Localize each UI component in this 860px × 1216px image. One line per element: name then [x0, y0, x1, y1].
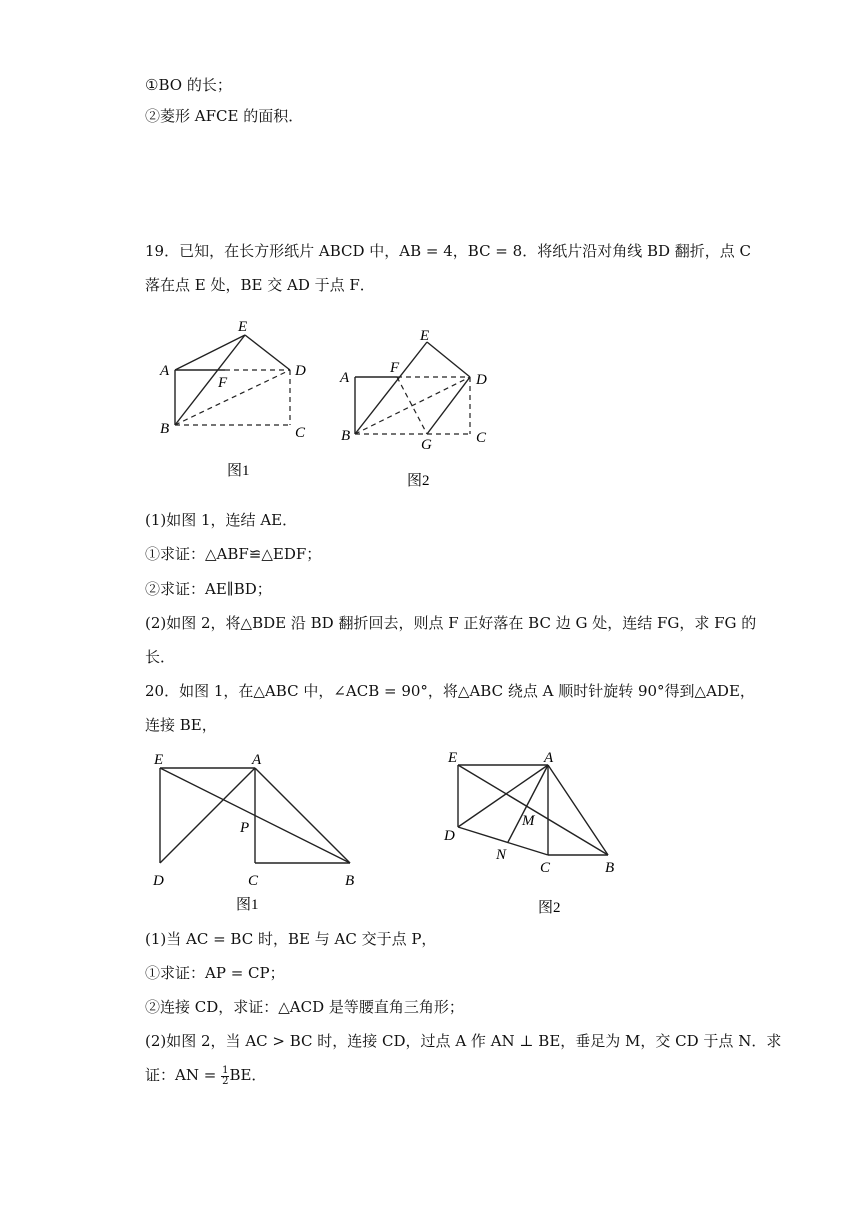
q20-fig2-label-b: B [605, 860, 615, 876]
fig1-label-c: C [295, 425, 306, 441]
q20-fig1-label-b: B [345, 873, 355, 889]
q20-fig2-label-n: N [496, 847, 507, 863]
fig1-label-e: E [238, 319, 248, 335]
fig2-label-d: D [476, 372, 487, 388]
q20-line-1: 20．如图 1，在△ABC 中，∠ACB = 90°，将△ABC 绕点 A 顺时针旋转 90°得到△ADE， [145, 682, 755, 700]
fraction-denominator: 2 [222, 1075, 229, 1087]
q19-figure-1 [150, 315, 320, 485]
prev-item-2: ②菱形 AFCE 的面积． [145, 107, 304, 125]
q19-line-2: 落在点 E 处，BE 交 AD 于点 F． [145, 276, 375, 294]
q20-fig2-label-e: E [448, 750, 458, 766]
q19-line-1: 19．已知，在长方形纸片 ABCD 中，AB = 4，BC = 8．将纸片沿对角线 BD 翻折，点 C [145, 242, 752, 260]
fig2-label-a: A [340, 370, 350, 386]
fig1-label-d: D [295, 363, 306, 379]
q19-part-2-line-2: 长． [145, 648, 176, 666]
q20-figure-1 [150, 748, 370, 918]
q20-line-2: 连接 BE， [145, 716, 217, 734]
fig2-label-e: E [420, 328, 430, 344]
q19-part-1: (1)如图 1，连结 AE． [145, 511, 298, 529]
fig2-label-c: C [476, 430, 487, 446]
q20-part-1a: ①求证：AP = CP； [145, 964, 285, 982]
fig1-label-b: B [160, 421, 170, 437]
q20-figure-2 [440, 745, 630, 920]
q19-part-2-line-1: (2)如图 2，将△BDE 沿 BD 翻折回去，则点 F 正好落在 BC 边 G 处，连结 FG，求 FG 的 [145, 614, 757, 632]
q20-part-2-line-2 [145, 1064, 266, 1087]
q20-fig2-label-m: M [522, 813, 535, 829]
fig2-label-b: B [341, 428, 351, 444]
q20-fig2-label-a: A [544, 750, 554, 766]
q20-fig1-label-a: A [252, 752, 262, 768]
q19-figure-2 [335, 322, 505, 492]
q20-part-1b: ②连接 CD，求证：△ACD 是等腰直角三角形； [145, 998, 464, 1016]
q20-part-1: (1)当 AC = BC 时，BE 与 AC 交于点 P， [145, 930, 437, 948]
q20-fig1-label-p: P [240, 820, 250, 836]
prev-item-1: ①BO 的长； [145, 76, 232, 94]
q19-part-1b: ②求证：AE∥BD； [145, 580, 272, 598]
q20-fig1-label-e: E [154, 752, 164, 768]
q20-fig1-caption: 图1 [236, 897, 259, 913]
q19-part-1a: ①求证：△ABF≌△EDF； [145, 545, 322, 563]
q20-fig1-label-d: D [153, 873, 164, 889]
q20-fig2-caption: 图2 [538, 900, 561, 916]
fig2-caption: 图2 [407, 473, 430, 489]
q20-part-2-prefix: 证：AN = [145, 1066, 222, 1084]
fig1-caption: 图1 [227, 463, 250, 479]
fig1-label-f: F [218, 375, 228, 391]
q20-part-2-line-1: (2)如图 2，当 AC > BC 时，连接 CD，过点 A 作 AN ⊥ BE，垂足为 M，交 CD 于点 N．求 [145, 1032, 782, 1050]
fig1-label-a: A [160, 363, 170, 379]
q20-fig2-label-c: C [540, 860, 551, 876]
fig2-label-g: G [421, 437, 432, 453]
q20-fig1-label-c: C [248, 873, 259, 889]
q20-part-2-suffix: BE． [229, 1066, 267, 1084]
fig2-label-f: F [390, 360, 400, 376]
q20-fig2-label-d: D [444, 828, 455, 844]
fraction-numerator: 1 [222, 1064, 229, 1076]
